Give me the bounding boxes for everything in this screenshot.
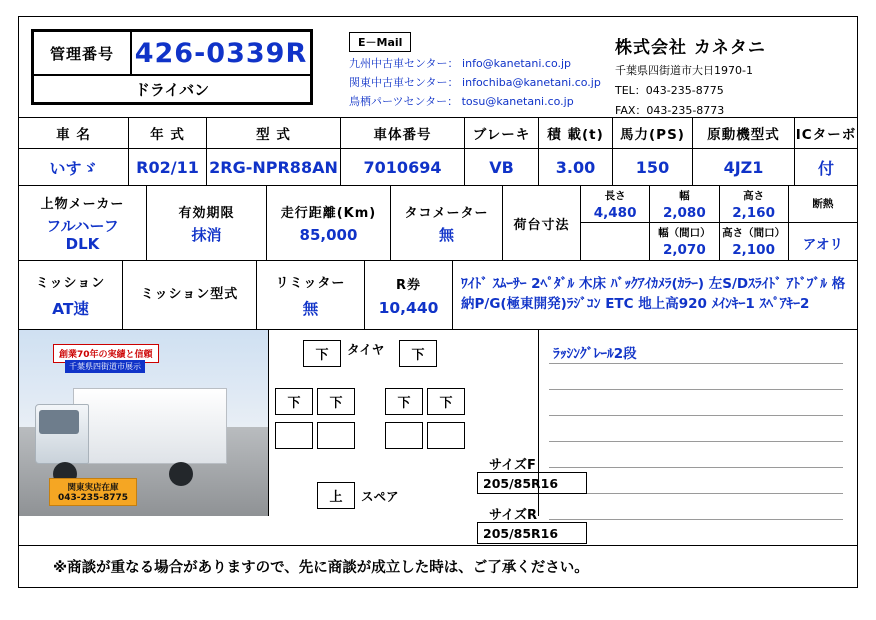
tire-box-r4[interactable]: 下 — [427, 388, 465, 415]
dim-value: 2,070 — [663, 242, 706, 258]
bed-dimension-row-bottom — [581, 223, 857, 260]
company-block — [615, 33, 865, 118]
vehicle-photo — [19, 330, 269, 516]
dim-label: 断熱 — [812, 197, 834, 210]
spec-header-year: 年 式 — [129, 118, 207, 148]
body-spec-row — [19, 185, 857, 260]
expiry-value: 抹消 — [191, 225, 222, 244]
spec-value-model: 2RG-NPR88AN — [207, 149, 341, 185]
bed-dimension-grid — [581, 186, 857, 260]
dim-label: 長さ — [604, 189, 626, 202]
dim-cell — [720, 223, 789, 260]
photo-banner-sub: 千葉県四街道市展示 — [65, 360, 145, 373]
rticket-label: R券 — [395, 277, 421, 293]
photo-tire-memo-row — [19, 329, 857, 516]
equipment-notes — [453, 261, 857, 329]
vehicle-spec-sheet — [18, 16, 858, 588]
mission-type-label: ミッション型式 — [140, 286, 239, 302]
limiter-cell — [257, 261, 365, 329]
sheet-header — [19, 17, 857, 117]
dim-label: 高さ（間口） — [722, 227, 786, 239]
bed-dimension-label: 荷台寸法 — [503, 186, 581, 260]
dim-cell — [650, 186, 719, 223]
expiry-label: 有効期限 — [178, 205, 235, 221]
dim-cell — [581, 186, 650, 223]
memo-line — [549, 442, 843, 468]
spec-header-model: 型 式 — [207, 118, 341, 148]
limiter-label: リミッター — [275, 275, 346, 291]
email-line-2: 関東中古車センター： infochiba@kanetani.co.jp — [349, 76, 601, 89]
memo-line — [549, 416, 843, 442]
truck-windshield-shape — [39, 410, 79, 434]
tire-box-r6[interactable] — [317, 422, 355, 449]
tire-spare-label: スペア — [361, 489, 399, 504]
spec-value-chassis: 7010694 — [341, 149, 465, 185]
dim-cell — [650, 223, 719, 260]
spec-header-brake: ブレーキ — [465, 118, 539, 148]
maker-value-line1: フルハーフ — [46, 217, 119, 236]
spec-value-name: いすゞ — [19, 149, 129, 185]
email-tag: E－Mail — [349, 32, 411, 52]
memo-line — [549, 468, 843, 494]
dim-cell — [789, 223, 857, 260]
expiry-cell — [147, 186, 267, 260]
equipment-notes-line2: 納P/G(極東開発)ﾗｼﾞｺﾝ ETC 地上高920 ﾒｲﾝｷｰ1 ｽﾍﾟｱｷｰ2 — [461, 296, 810, 312]
dim-label: 幅（間口） — [658, 227, 711, 239]
memo-title: ﾗｯｼﾝｸﾞﾚｰﾙ2段 — [553, 346, 637, 362]
footer-note-bar — [19, 545, 857, 587]
tire-size-rear-label: サイズR — [489, 508, 537, 523]
spec-value-row — [19, 148, 857, 185]
memo-line — [549, 390, 843, 416]
tire-size-front-label: サイズF — [489, 458, 536, 473]
rticket-value: 10,440 — [378, 298, 439, 317]
tire-box-spare[interactable]: 上 — [317, 482, 355, 509]
email-line-1: 九州中古車センター： info@kanetani.co.jp — [349, 57, 572, 70]
tachometer-label: タコメーター — [404, 205, 489, 221]
tire-box-f-left[interactable]: 下 — [303, 340, 341, 367]
mileage-cell — [267, 186, 391, 260]
mission-cell — [19, 261, 123, 329]
dim-value: 2,160 — [732, 204, 775, 221]
tire-box-f-right[interactable]: 下 — [399, 340, 437, 367]
photo-badge-line2: 043-235-8775 — [57, 493, 129, 503]
dim-cell — [581, 223, 650, 260]
company-name: 株式会社 カネタニ — [615, 38, 766, 58]
dim-label: 幅 — [679, 189, 690, 202]
tire-size-front-value[interactable]: 205/85R16 — [477, 472, 587, 494]
email-block — [349, 31, 601, 109]
bed-dimension-row-top — [581, 186, 857, 223]
maker-label: 上物メーカー — [40, 197, 125, 213]
tire-size-rear-value[interactable]: 205/85R16 — [477, 522, 587, 544]
tire-title: タイヤ — [347, 342, 385, 357]
mission-value: AT速 — [52, 299, 89, 318]
truck-wheel-rear — [169, 462, 193, 486]
mission-label: ミッション — [35, 275, 106, 291]
tachometer-value: 無 — [438, 225, 454, 244]
equipment-notes-line1: ﾜｲﾄﾞ ｽﾑｰｻｰ 2ﾍﾟﾀﾞﾙ 木床 ﾊﾞｯｸｱｲｶﾒﾗ(ｶﾗｰ) 左S/Dｽﾗｲﾄﾞ ｱﾄﾞﾌﾞﾙ 格 — [461, 276, 846, 293]
tire-box-r5[interactable] — [275, 422, 313, 449]
truck-body-shape — [73, 388, 227, 464]
rticket-cell — [365, 261, 453, 329]
spec-header-power: 馬力(PS) — [613, 118, 693, 148]
dim-value: 2,080 — [663, 204, 706, 221]
dim-value: 2,100 — [732, 242, 775, 258]
dim-value: アオリ — [802, 236, 844, 253]
control-number-label: 管理番号 — [49, 44, 114, 63]
spec-value-brake: VB — [465, 149, 539, 185]
control-number-value: 426-0339R — [134, 37, 308, 69]
spec-value-engine: 4JZ1 — [693, 149, 795, 185]
limiter-value: 無 — [302, 299, 319, 318]
spec-value-year: R02/11 — [129, 149, 207, 185]
photo-badge-line1: 関東実店在庫 — [67, 483, 119, 493]
dim-value: 4,480 — [593, 204, 637, 221]
spec-header-name: 車 名 — [19, 118, 129, 148]
mission-row — [19, 260, 857, 329]
spec-header-chassis: 車体番号 — [341, 118, 465, 148]
mission-type-cell — [123, 261, 257, 329]
company-address: 千葉県四街道市大日1970-1 — [615, 64, 753, 77]
spec-header-turbo: ICターボ — [795, 127, 857, 143]
control-number-box — [31, 29, 313, 105]
dim-cell — [720, 186, 789, 223]
spec-header-row — [19, 117, 857, 148]
tachometer-cell — [391, 186, 503, 260]
photo-banner-main: 創業70年の実績と信頼 — [53, 344, 159, 363]
tire-box-r2[interactable]: 下 — [317, 388, 355, 415]
body-type-value: ドライバン — [134, 81, 210, 99]
mileage-label: 走行距離(Km) — [280, 205, 377, 221]
dim-cell — [789, 186, 857, 223]
dim-label: 高さ — [743, 189, 765, 202]
spec-value-turbo: 付 — [817, 158, 834, 178]
memo-rule-lines — [549, 338, 843, 520]
tire-box-r7[interactable] — [385, 422, 423, 449]
maker-value-line2: DLK — [65, 234, 100, 253]
tire-box-r1[interactable]: 下 — [275, 388, 313, 415]
tire-box-r3[interactable]: 下 — [385, 388, 423, 415]
maker-value — [46, 218, 119, 253]
spec-value-power: 150 — [613, 149, 693, 185]
footer-note: ※商談が重なる場合がありますので、先に商談が成立した時は、ご了承ください。 — [53, 560, 589, 576]
mileage-value: 85,000 — [299, 225, 358, 244]
maker-cell — [19, 186, 147, 260]
memo-line — [549, 364, 843, 390]
spec-value-load: 3.00 — [539, 149, 613, 185]
email-line-3: 鳥栖パーツセンター： tosu@kanetani.co.jp — [349, 95, 574, 108]
company-tel: TEL：043-235-8775 — [615, 84, 724, 97]
spec-header-load: 積 載(t) — [539, 118, 613, 148]
memo-line — [549, 494, 843, 520]
tire-box-r8[interactable] — [427, 422, 465, 449]
photo-stock-badge — [49, 478, 137, 506]
spec-header-engine: 原動機型式 — [693, 118, 795, 148]
company-fax: FAX：043-235-8773 — [615, 104, 725, 117]
